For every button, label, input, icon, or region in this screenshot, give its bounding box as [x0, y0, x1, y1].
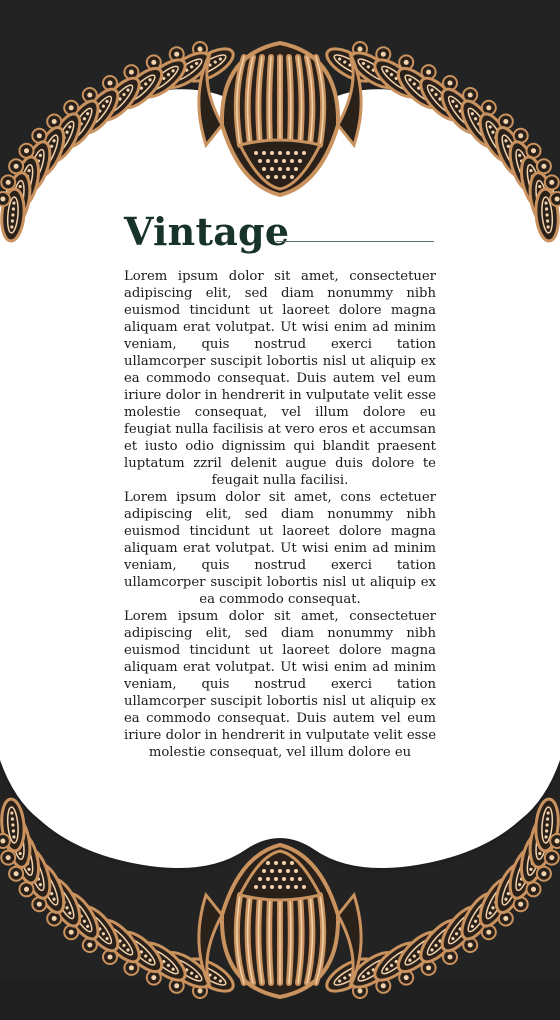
page-title: Vintage [124, 209, 290, 254]
paragraph: Lorem ipsum dolor sit amet, consectetuer adipiscing elit, sed diam nonummy nibh euismod tincidunt ut laoreet dolore magna aliquam erat volutpat. Ut wisi enim ad minim veniam, quis nostrud exerci tation ullamcorper suscipit lobortis nisl ut aliquip ex ea commodo consequat. Duis autem vel eum iriure dolor in hendrerit in vulputate velit esse molestie consequat, vel illum dolore eu feugiat nulla facilisis at vero eros et accumsan et iusto odio dignissim qui blandit praesent luptatum zzril delenit augue duis dolore te feugait nulla facilisi. [124, 269, 436, 488]
bottom-ornament [0, 760, 560, 1020]
heading-row [124, 206, 436, 262]
title-divider [276, 241, 434, 242]
paragraph: Lorem ipsum dolor sit amet, consectetuer adipiscing elit, sed diam nonummy nibh euismod tincidunt ut laoreet dolore magna aliquam erat volutpat. Ut wisi enim ad minim veniam, quis nostrud exerci tation ullamcorper suscipit lobortis nisl ut aliquip ex ea commodo consequat. Duis autem vel eum iriure dolor in hendrerit in vulputate velit esse molestie consequat, vel illum dolore eu [124, 609, 436, 758]
paragraph: Lorem ipsum dolor sit amet, cons ectetuer adipiscing elit, sed diam nonummy nibh euismod tincidunt ut laoreet dolore magna aliquam erat volutpat. Ut wisi enim ad minim veniam, quis nostrud exerci tation ullamcorper suscipit lobortis nisl ut aliquip ex ea commodo consequat. [124, 490, 436, 607]
body-text [124, 268, 436, 758]
